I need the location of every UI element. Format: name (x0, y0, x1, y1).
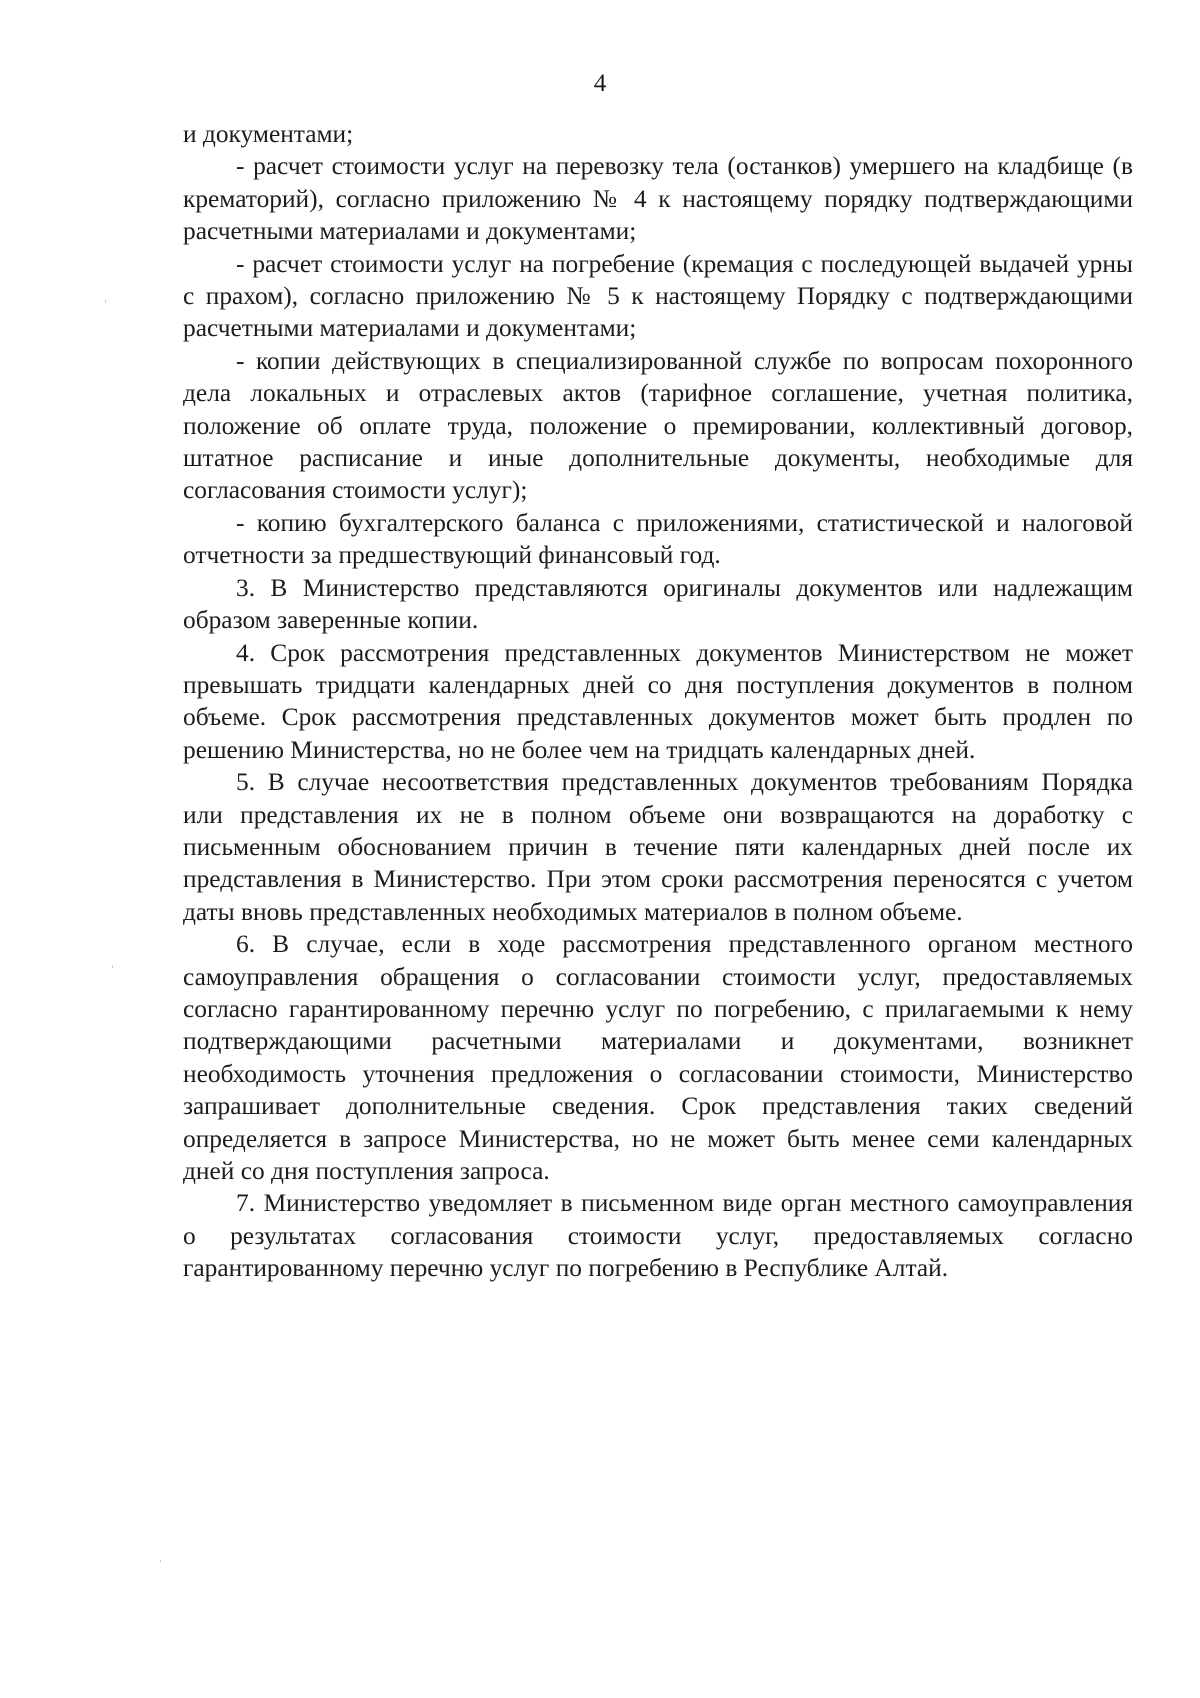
paragraph: - копию бухгалтерского баланса с приложениями, статистической и налоговой отчетности за предшествующий финансовый год. (183, 508, 1133, 570)
scan-speck (160, 1560, 161, 1562)
paragraph: 4. Срок рассмотрения представленных документов Министерством не может превышать тридцати календарных дней со дня поступления документов в полном объеме. Срок рассмотрения представленных документов может быть продлен по решению Министерства, но не более чем на тридцать календарных дней. (183, 638, 1133, 764)
paragraph: 7. Министерство уведомляет в письменном виде орган местного самоуправления о результатах согласования стоимости услуг, предоставляемых согласно гарантированному перечню услуг по погребению в Республике Алтай. (183, 1189, 1133, 1283)
paragraph: 6. В случае, если в ходе рассмотрения представленного органом местного самоуправления обращения о согласовании стоимости услуг, предоставляемых согласно гарантированному перечню услуг по погребению, с прилагаемыми к нему подтверждающими расчетными материалами и документами, возникнет необходимость уточнения предложения о согласовании стоимости, Министерство запрашивает дополнительные сведения. Срок представления таких сведений определяется в запросе Министерства, но не может быть менее семи календарных дней со дня поступления запроса. (183, 930, 1133, 1185)
scan-speck (105, 300, 106, 303)
document-body (183, 118, 1133, 1285)
paragraph: и документами; (183, 120, 354, 148)
page-number: 4 (593, 70, 607, 97)
paragraph: - расчет стоимости услуг на погребение (кремация с последующей выдачей урны с прахом), согласно приложению № 5 к настоящему Порядку с подтверждающими расчетными материалами и документами; (183, 249, 1133, 343)
paragraph: - копии действующих в специализированной службе по вопросам похоронного дела локальных и отраслевых актов (тарифное соглашение, учетная политика, положение об оплате труда, положение о премировании, коллективный договор, штатное расписание и иные дополнительные документы, необходимые для согласования стоимости услуг); (183, 346, 1133, 505)
scan-speck (112, 965, 113, 968)
paragraph: 3. В Министерство представляются оригиналы документов или надлежащим образом заверенные копии. (183, 573, 1133, 635)
paragraph: - расчет стоимости услуг на перевозку тела (останков) умершего на кладбище (в крематорий), согласно приложению № 4 к настоящему порядку подтверждающими расчетными материалами и документами; (183, 152, 1133, 246)
paragraph: 5. В случае несоответствия представленных документов требованиям Порядка или представления их не в полном объеме они возвращаются на доработку с письменным обоснованием причин в течение пяти календарных дней после их представления в Министерство. При этом сроки рассмотрения переносятся с учетом даты вновь представленных необходимых материалов в полном объеме. (183, 768, 1133, 926)
